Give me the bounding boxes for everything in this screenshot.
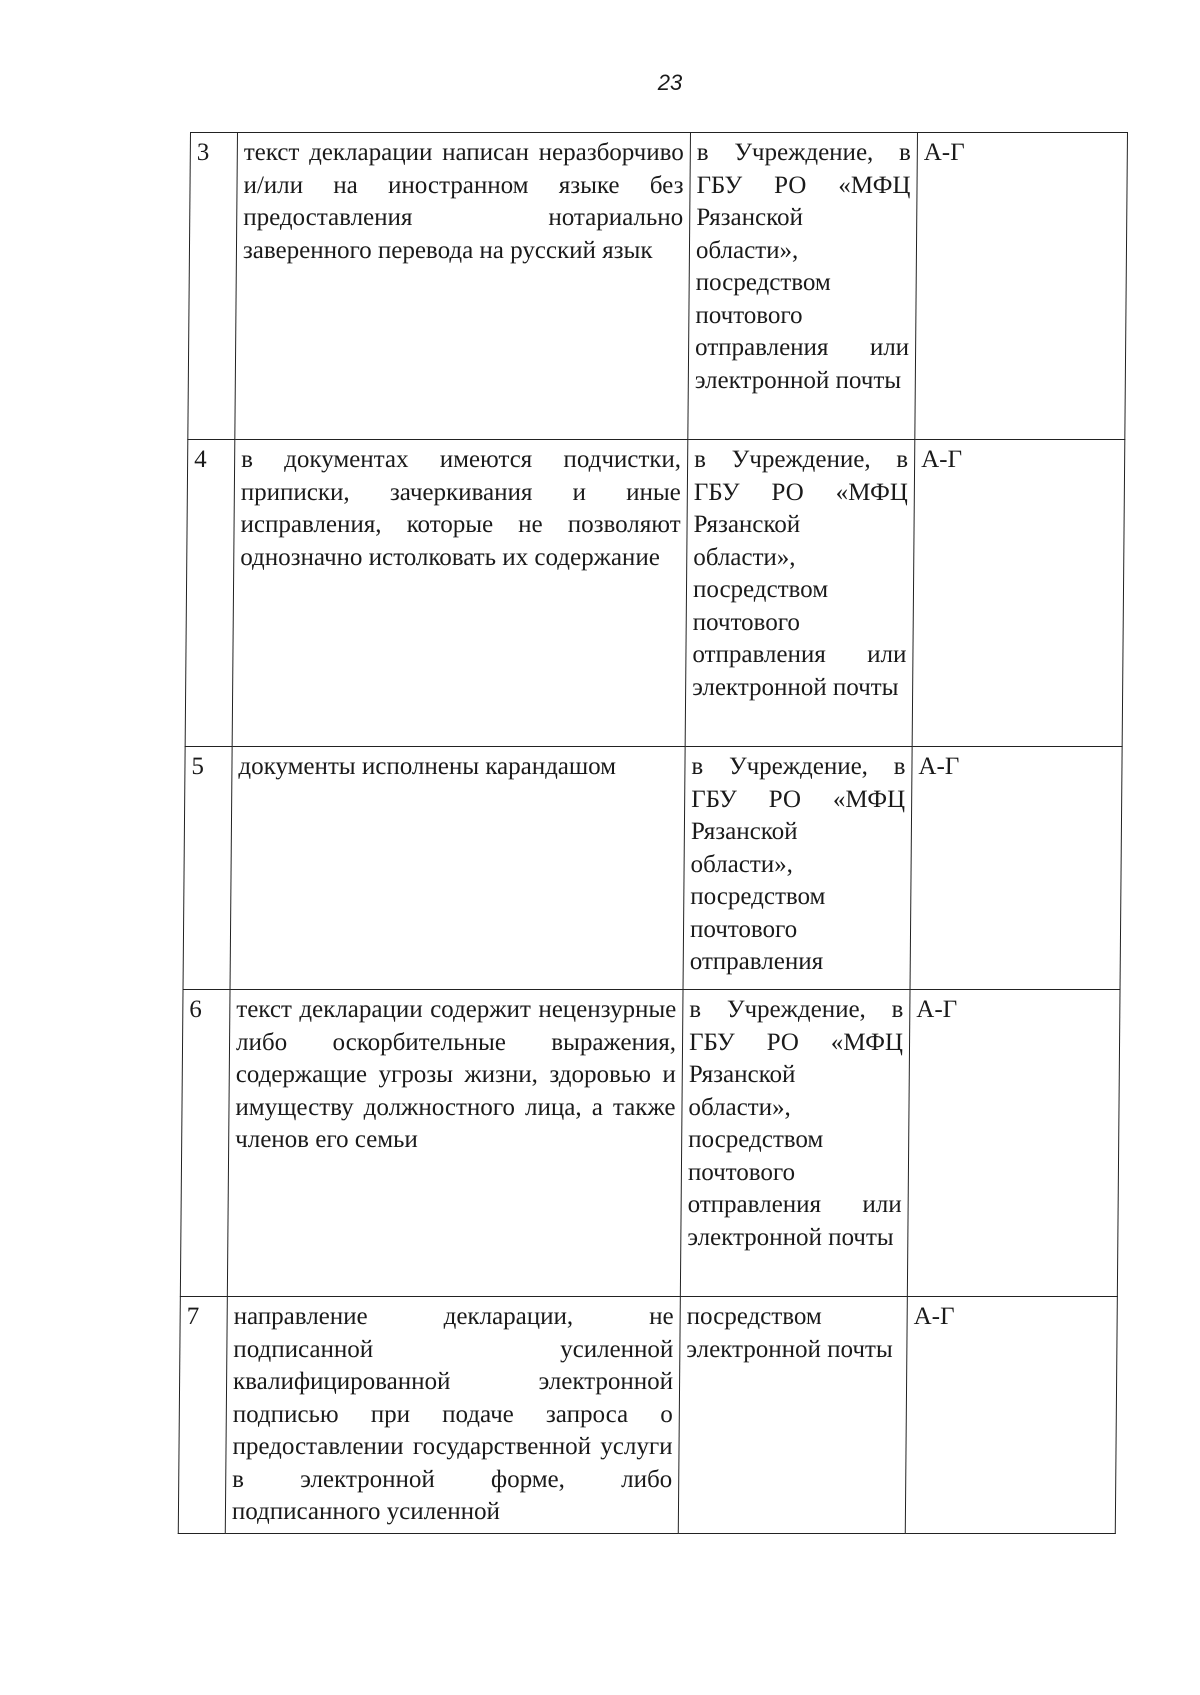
refusal-reasons-table — [178, 132, 1128, 1534]
row-number: 5 — [183, 747, 232, 990]
page-number: 23 — [657, 70, 683, 95]
applicant-category-cell: А-Г — [915, 133, 1128, 440]
submission-channel-cell: в Учреждение, в ГБУ РО «МФЦ Рязанской области», посредством почтового отправления — [683, 747, 912, 990]
row-number: 6 — [180, 990, 230, 1297]
row-number: 4 — [185, 440, 235, 747]
reason-cell: документы исполнены карандашом — [230, 747, 685, 990]
applicant-category-cell: А-Г — [912, 440, 1125, 747]
table-row — [178, 1297, 1117, 1534]
submission-channel-cell: посредством электронной почты — [678, 1297, 907, 1534]
row-number: 7 — [178, 1297, 227, 1534]
submission-channel-cell: в Учреждение, в ГБУ РО «МФЦ Рязанской области», посредством почтового отправления или электронной почты — [685, 440, 915, 747]
applicant-category-cell: А-Г — [910, 747, 1122, 990]
applicant-category-cell: А-Г — [907, 990, 1120, 1297]
table-row — [188, 133, 1128, 440]
table-row — [183, 747, 1122, 990]
applicant-category-cell: А-Г — [905, 1297, 1117, 1534]
table-row — [185, 440, 1125, 747]
submission-channel-cell: в Учреждение, в ГБУ РО «МФЦ Рязанской области», посредством почтового отправления или электронной почты — [688, 133, 918, 440]
reason-cell: направление декларации, не подписанной усиленной квалифицированной электронной подписью при подаче запроса о предоставлении государственной услуги в электронной форме, либо подписанного усиленной — [225, 1297, 680, 1534]
table-row — [180, 990, 1120, 1297]
submission-channel-cell: в Учреждение, в ГБУ РО «МФЦ Рязанской области», посредством почтового отправления или электронной почты — [680, 990, 910, 1297]
reason-cell: текст декларации написан неразборчиво и/или на иностранном языке без предоставления нотариально заверенного перевода на русский язык — [235, 133, 691, 440]
reason-cell: текст декларации содержит нецензурные либо оскорбительные выражения, содержащие угрозы жизни, здоровью и имуществу должностного лица, а также членов его семьи — [227, 990, 683, 1297]
row-number: 3 — [188, 133, 238, 440]
reason-cell: в документах имеются подчистки, приписки, зачеркивания и иные исправления, которые не позволяют однозначно истолковать их содержание — [232, 440, 688, 747]
